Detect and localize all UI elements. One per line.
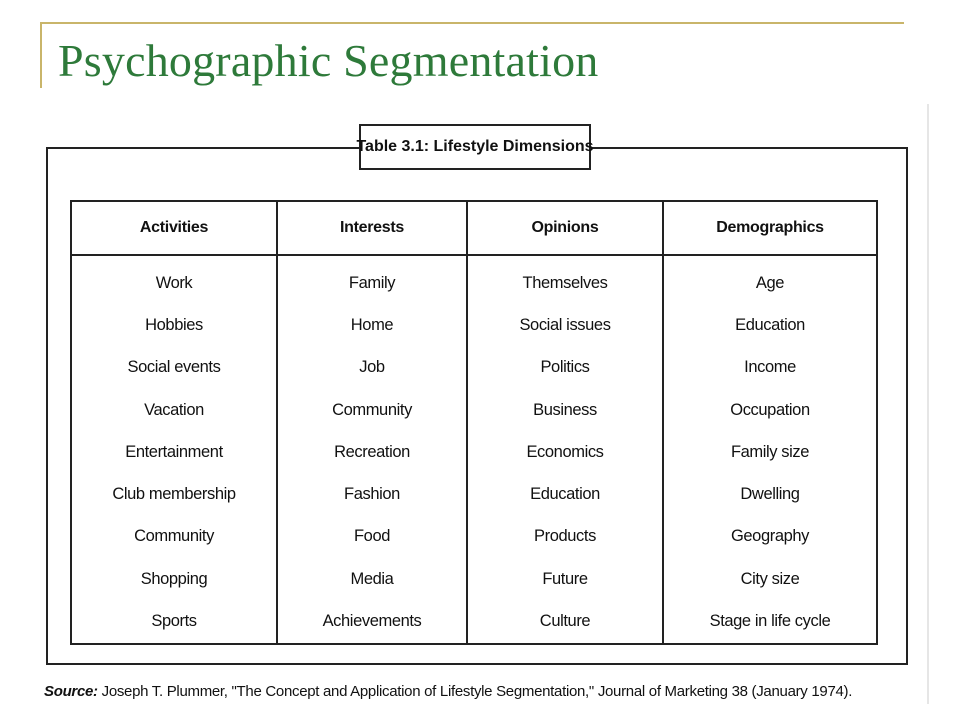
slide-title: Psychographic Segmentation bbox=[58, 35, 599, 86]
table-cell: Occupation bbox=[663, 389, 877, 431]
title-accent-line-top bbox=[40, 22, 904, 24]
source-text: Joseph T. Plummer, "The Concept and Application of Lifestyle Segmentation," Journal of Marketing 38 (January 1974). bbox=[97, 683, 853, 700]
table-row bbox=[71, 473, 877, 515]
table-cell: Age bbox=[663, 255, 877, 304]
table-cell: Vacation bbox=[71, 389, 277, 431]
table-cell: Food bbox=[277, 516, 467, 558]
scan-edge-divider bbox=[927, 104, 929, 704]
table-cell: Family bbox=[277, 255, 467, 304]
table-cell: Shopping bbox=[71, 558, 277, 600]
source-citation bbox=[44, 683, 852, 700]
table-cell: Education bbox=[467, 473, 663, 515]
table-cell: Job bbox=[277, 347, 467, 389]
source-label: Source: bbox=[44, 683, 98, 700]
table-cell: Entertainment bbox=[71, 431, 277, 473]
table-row bbox=[71, 516, 877, 558]
table-cell: Community bbox=[277, 389, 467, 431]
table-cell: Achievements bbox=[277, 600, 467, 643]
header-opinions: Opinions bbox=[467, 201, 663, 255]
table-cell: Sports bbox=[71, 600, 277, 643]
table-cell: Geography bbox=[663, 516, 877, 558]
table-cell: Fashion bbox=[277, 473, 467, 515]
table-row bbox=[71, 600, 877, 643]
table-cell: City size bbox=[663, 558, 877, 600]
header-demographics: Demographics bbox=[663, 201, 877, 255]
table-cell: Stage in life cycle bbox=[663, 600, 877, 643]
table-cell: Family size bbox=[663, 431, 877, 473]
table-row bbox=[71, 255, 877, 304]
table-row bbox=[71, 431, 877, 473]
table-cell: Media bbox=[277, 558, 467, 600]
table-cell: Club membership bbox=[71, 473, 277, 515]
table-cell: Dwelling bbox=[663, 473, 877, 515]
table-header-row bbox=[71, 201, 877, 255]
table-row bbox=[71, 558, 877, 600]
table-cell: Education bbox=[663, 304, 877, 346]
table-cell: Income bbox=[663, 347, 877, 389]
table-cell: Business bbox=[467, 389, 663, 431]
table-cell: Culture bbox=[467, 600, 663, 643]
table-cell: Work bbox=[71, 255, 277, 304]
table-cell: Recreation bbox=[277, 431, 467, 473]
table-cell: Hobbies bbox=[71, 304, 277, 346]
table-cell: Economics bbox=[467, 431, 663, 473]
table-row bbox=[71, 389, 877, 431]
table-cell: Home bbox=[277, 304, 467, 346]
table-cell: Politics bbox=[467, 347, 663, 389]
table-row bbox=[71, 347, 877, 389]
table-caption: Table 3.1: Lifestyle Dimensions bbox=[359, 124, 591, 170]
table-cell: Products bbox=[467, 516, 663, 558]
table-row bbox=[71, 304, 877, 346]
table-cell: Themselves bbox=[467, 255, 663, 304]
lifestyle-dimensions-table bbox=[70, 200, 878, 645]
table-cell: Social events bbox=[71, 347, 277, 389]
table-cell: Social issues bbox=[467, 304, 663, 346]
header-interests: Interests bbox=[277, 201, 467, 255]
title-accent-line-left bbox=[40, 22, 42, 88]
table-cell: Future bbox=[467, 558, 663, 600]
table-cell: Community bbox=[71, 516, 277, 558]
header-activities: Activities bbox=[71, 201, 277, 255]
